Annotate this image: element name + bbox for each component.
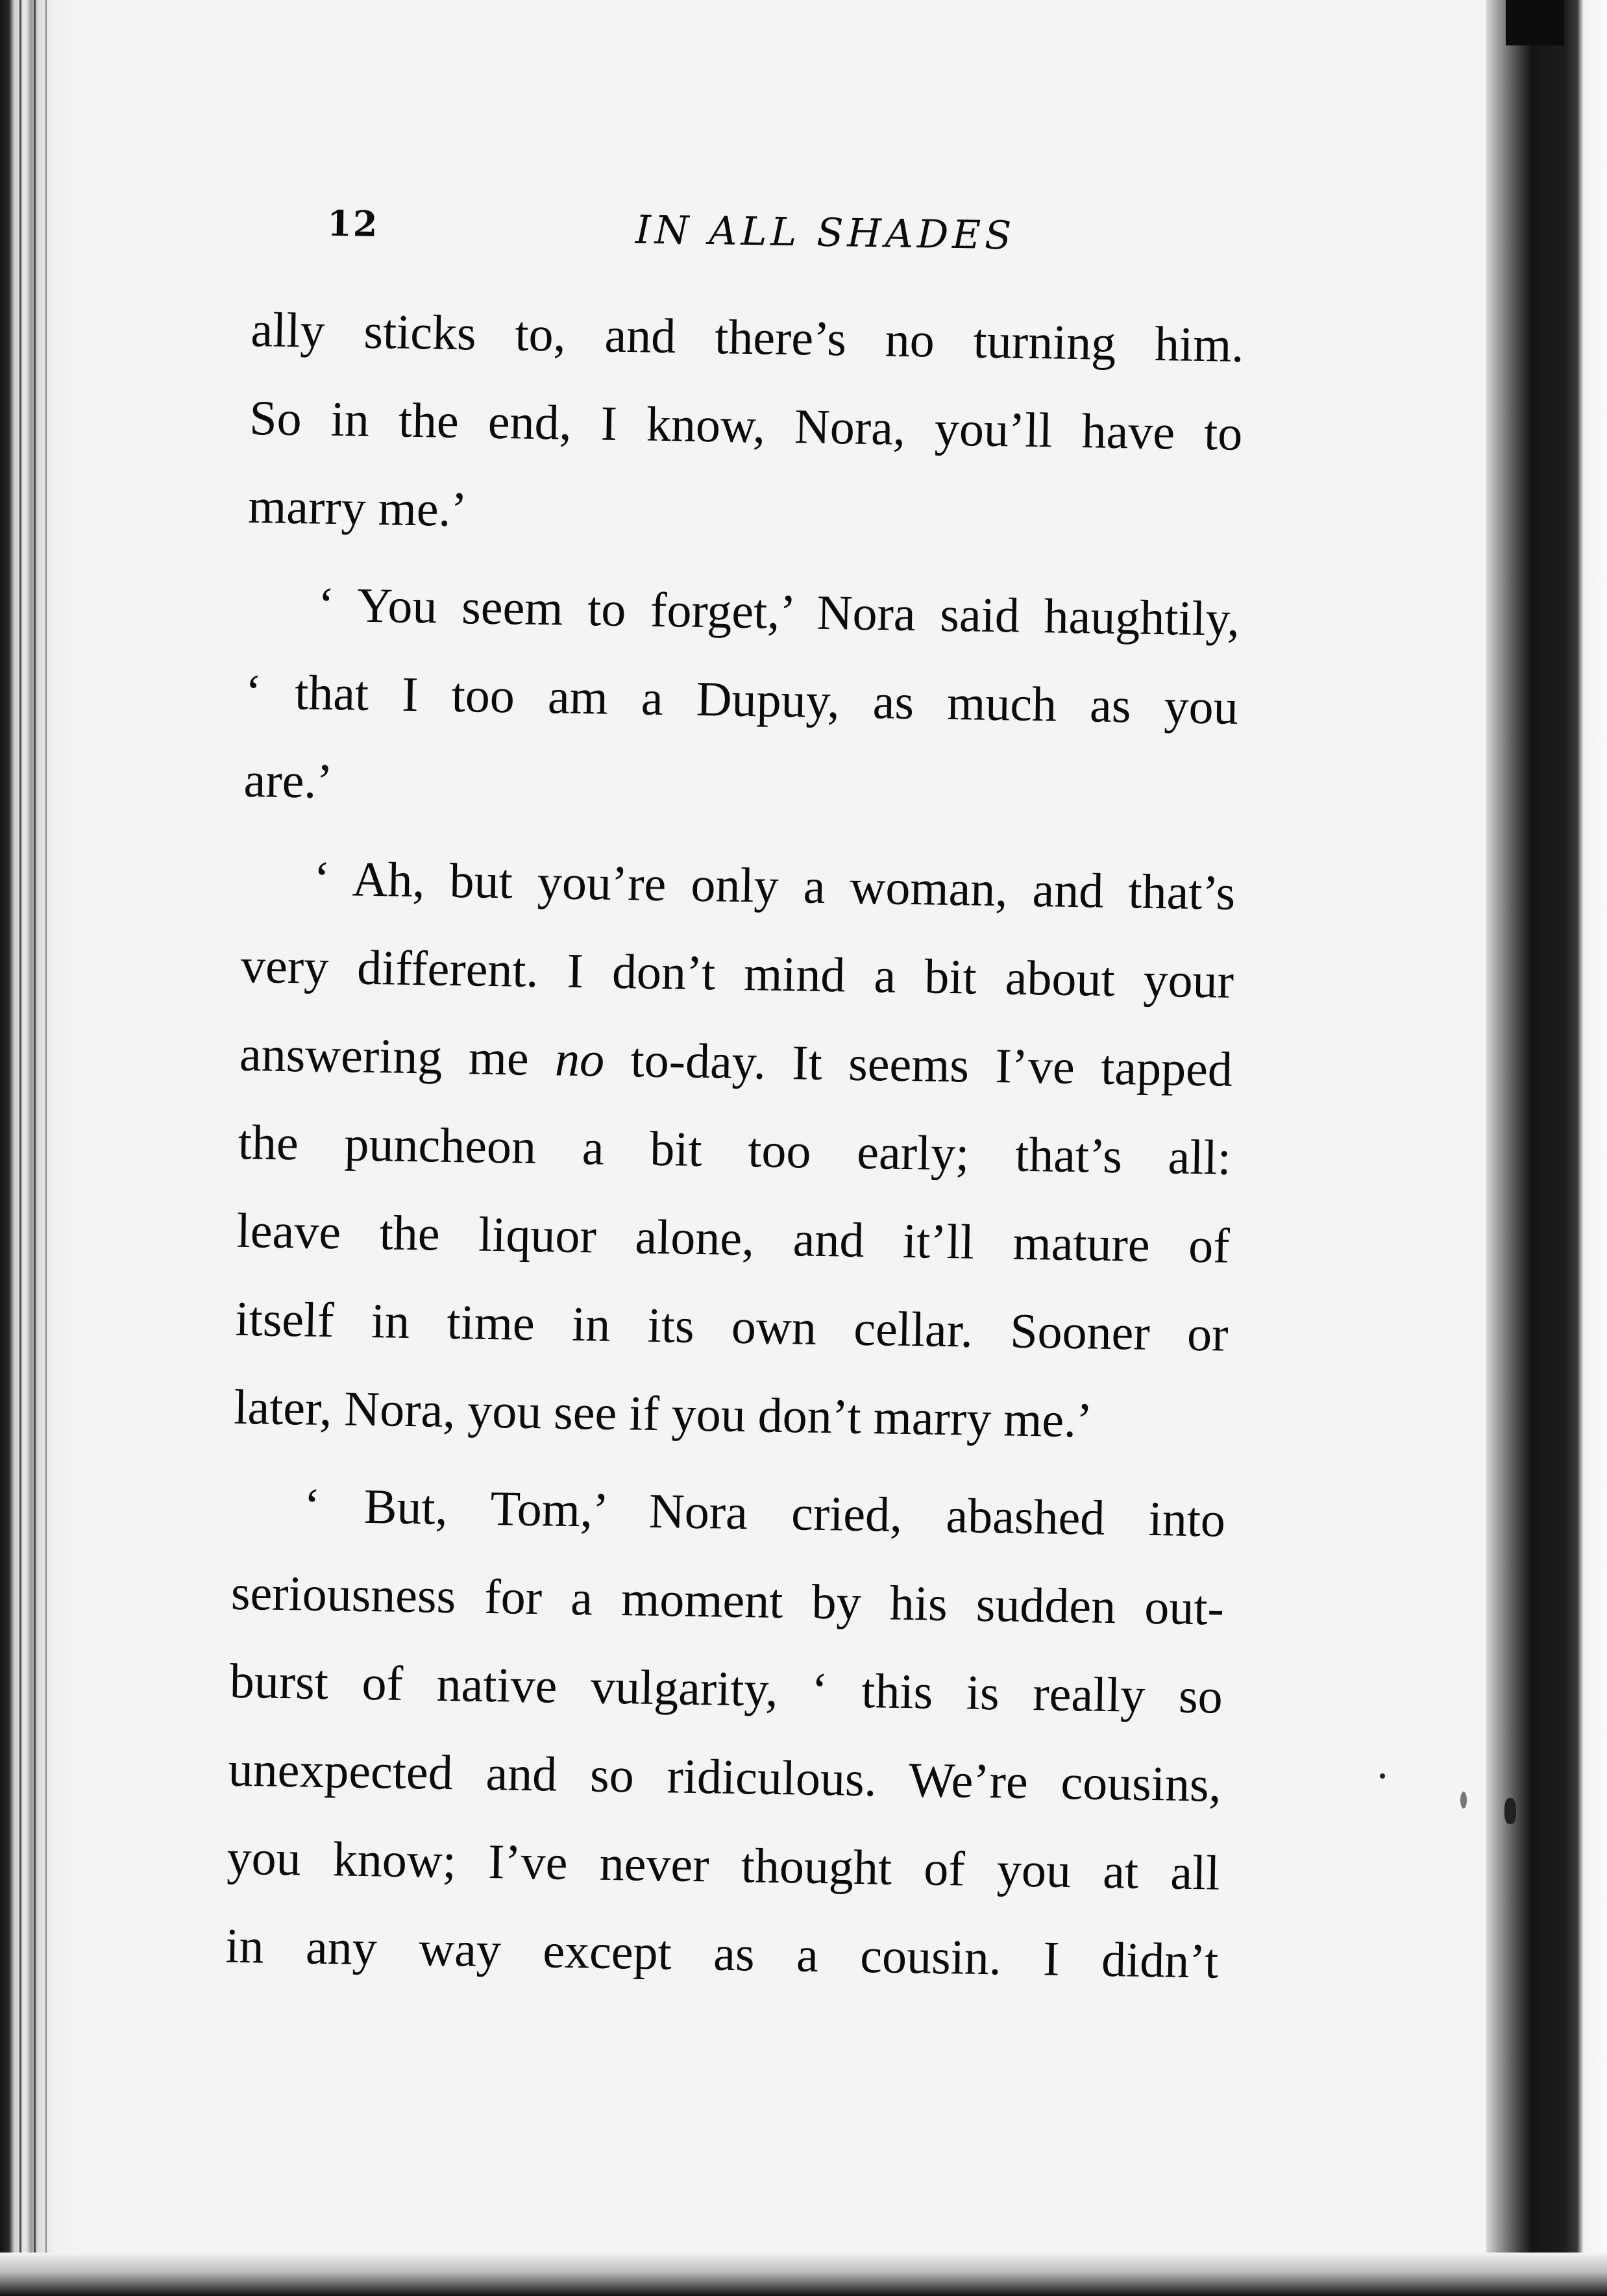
text-line: ‘ Ah, but you’re only a woman, and that’s bbox=[313, 851, 1236, 920]
text-line: ‘ You seem to forget,’ Nora said haughtily, bbox=[317, 577, 1240, 647]
body-text bbox=[225, 286, 1329, 2007]
text-line: leave the liquor alone, and it’ll mature of bbox=[236, 1203, 1231, 1274]
spine-edge bbox=[1486, 0, 1607, 2296]
text-line: So in the end, I know, Nora, you’ll have to bbox=[249, 390, 1243, 461]
bottom-edge bbox=[0, 2253, 1607, 2296]
text-line: later, Nora, you see if you don’t marry me.’ bbox=[233, 1379, 1094, 1448]
gutter-line bbox=[19, 0, 21, 2296]
page-number: 12 bbox=[326, 202, 379, 245]
text-line: unexpected and so ridiculous. We’re cousins, bbox=[228, 1742, 1222, 1812]
dust-speck bbox=[1504, 1798, 1516, 1824]
text-line: seriousness for a moment by his sudden out- bbox=[230, 1565, 1225, 1636]
gutter-line bbox=[34, 0, 36, 2296]
running-head bbox=[252, 188, 1331, 283]
text-line: are.’ bbox=[243, 752, 334, 809]
text-line: the puncheon a bit too early; that’s all: bbox=[238, 1115, 1232, 1185]
dust-speck bbox=[1460, 1792, 1467, 1808]
dust-speck bbox=[1380, 1773, 1385, 1779]
text-line: burst of native vulgarity, ‘ this is really so bbox=[229, 1653, 1223, 1724]
binding-gutter bbox=[0, 0, 78, 2296]
italic-word: no bbox=[554, 1031, 605, 1087]
text-line: itself in time in its own cellar. Sooner or bbox=[234, 1291, 1229, 1362]
spine-shadow bbox=[1506, 0, 1564, 45]
text-line: answering me no to-day. It seems I’ve tapped bbox=[239, 1026, 1233, 1097]
text-line: marry me.’ bbox=[247, 478, 468, 537]
text-line: in any way except as a cousin. I didn’t bbox=[225, 1918, 1219, 1989]
text-line: ally sticks to, and there’s no turning him. bbox=[250, 302, 1245, 373]
text-line: you know; I’ve never thought of you at all bbox=[226, 1830, 1221, 1901]
gutter-line bbox=[45, 0, 47, 2296]
text-line: ‘ that I too am a Dupuy, as much as you bbox=[245, 664, 1239, 735]
running-title: IN ALL SHADES bbox=[635, 207, 1016, 259]
text-line: ‘ But, Tom,’ Nora cried, abashed into bbox=[303, 1478, 1226, 1548]
text-line: very different. I don’t mind a bit about your bbox=[240, 938, 1234, 1009]
book-page bbox=[225, 188, 1330, 2007]
